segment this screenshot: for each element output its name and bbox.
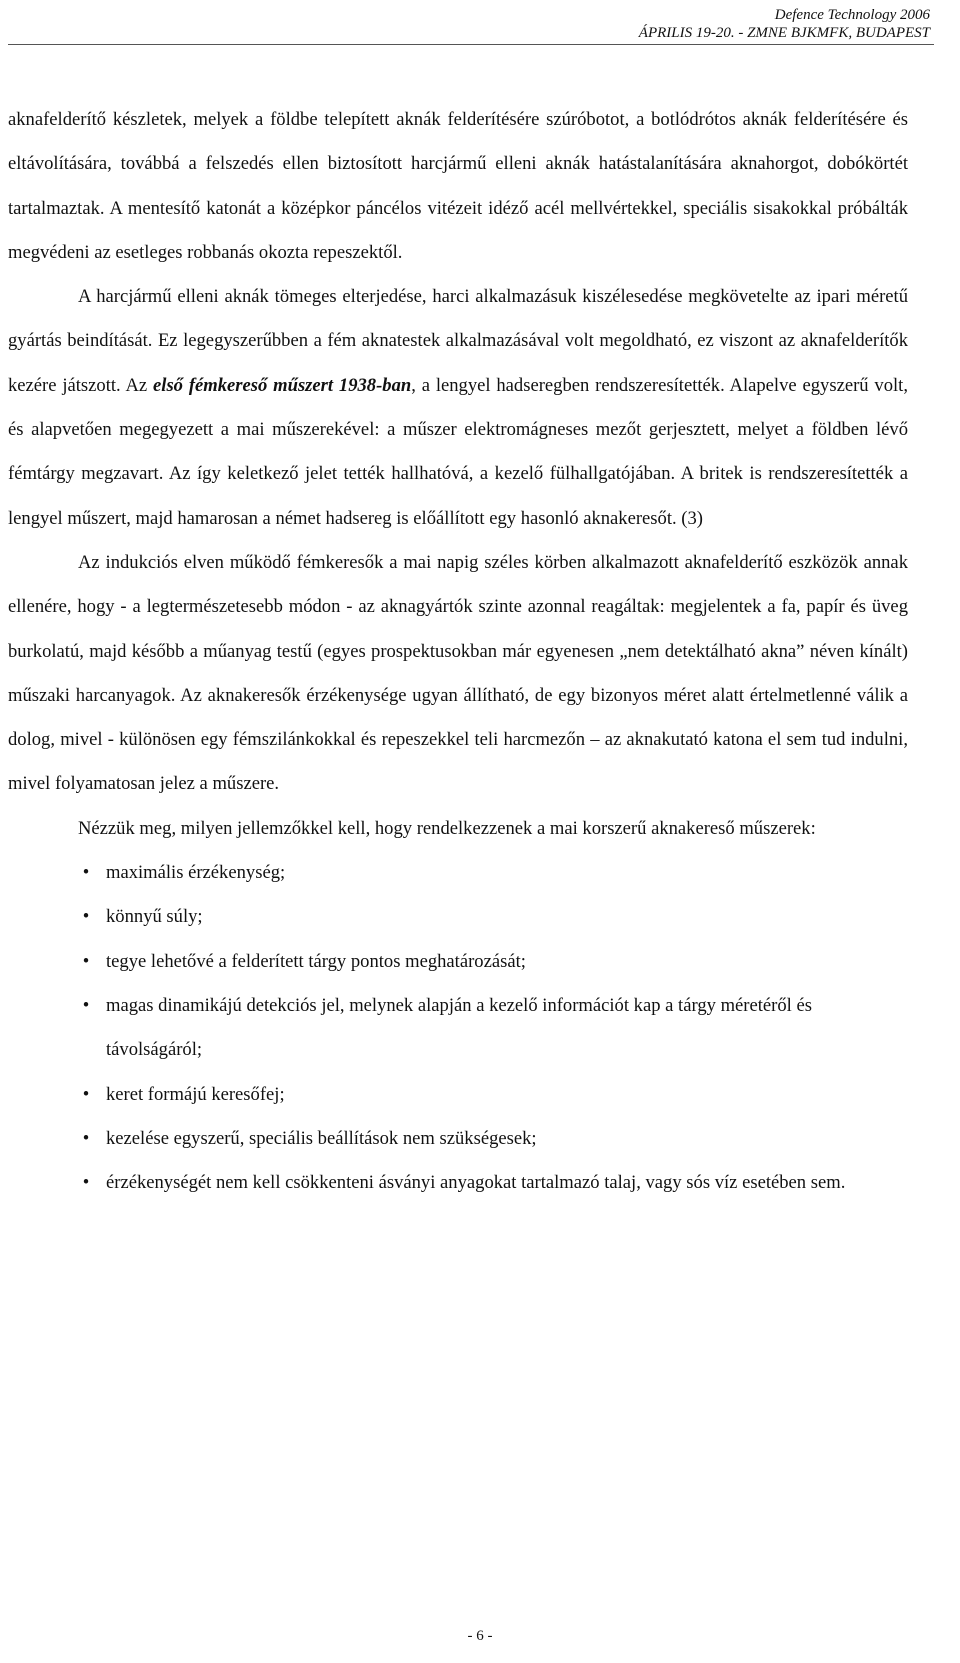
- list-item: [8, 1117, 908, 1161]
- list-item-text: keret formájú keresőfej;: [106, 1083, 285, 1105]
- list-item-text: maximális érzékenység;: [106, 862, 286, 884]
- paragraph-2-end: , a lengyel hadseregben rendszeresítették. Alapelve egyszerű volt, és alapvetően megegyezett a mai műszerekével: a műszer elektromágneses mezőt gerjesztett, melyet a földben lévő fémtárgy megzavart. Az így keletkező jelet tették hallhatóvá, a kezelő fülhallgatójában. A britek is rendszeresítették a lengyel műszert, majd hamarosan a német hadsereg is előállított egy hasonló aknakeresőt. (3): [8, 374, 908, 529]
- paragraph-1: aknafelderítő készletek, melyek a földbe telepített aknák felderítésére szúróbotot, a botlódrótos aknák felderítésére és eltávolítására, továbbá a felszedés ellen biztosított harcjármű elleni aknák hatástalanítására aknahorgot, dobókörtét tartalmaztak. A mentesítő katonát a középkor páncélos vitézeit idéző acél mellvértekkel, speciális sisakokkal próbálták megvédeni az esetleges robbanás okozta repeszektől.: [8, 109, 908, 263]
- list-item-text: könnyű súly;: [106, 906, 203, 928]
- page-header: [639, 6, 930, 42]
- list-item: [8, 1073, 908, 1117]
- bullet-icon: •: [82, 994, 90, 1016]
- page-number: - 6 -: [467, 1628, 493, 1644]
- conference-title: Defence Technology 2006: [774, 7, 930, 23]
- conference-date-location: ÁPRILIS 19-20. - ZMNE BJKMFK, BUDAPEST: [638, 25, 930, 41]
- list-item: [8, 984, 908, 1073]
- list-item: [8, 895, 908, 939]
- bullet-icon: •: [82, 950, 90, 972]
- list-item-text: tegye lehetővé a felderített tárgy pontos meghatározását;: [106, 950, 526, 972]
- bullet-icon: •: [82, 906, 90, 928]
- paragraph-3: Az indukciós elven működő fémkeresők a mai napig széles körben alkalmazott aknafelderítő eszközök annak ellenére, hogy - a legtermészetesebb módon - az aknagyártók szinte azonnal reagáltak: megjelentek a fa, papír és üveg burkolatú, majd később a műanyag testű (egyes prospektusokban már egyenesen „nem detektálható akna” néven kínált) műszaki harcanyagok. Az aknakeresők érzékenysége ugyan állítható, de egy bizonyos méret alatt értelmetlenné válik a dolog, mivel - különösen egy fémszilánkokkal és repeszekkel teli harcmezőn – az aknakutató katona el sem tud indulni, mivel folyamatosan jelez a műszere.: [8, 551, 908, 795]
- paragraph-4: Nézzük meg, milyen jellemzőkkel kell, hogy rendelkezzenek a mai korszerű aknakereső műszerek:: [78, 817, 816, 839]
- list-item-text: magas dinamikájú detekciós jel, melynek alapján a kezelő információt kap a tárgy méretéről és távolságáról;: [106, 994, 812, 1061]
- bullet-icon: •: [82, 1083, 90, 1105]
- document-body: [8, 98, 908, 1205]
- requirements-list: [8, 851, 908, 1205]
- bullet-icon: •: [82, 1172, 90, 1194]
- header-divider: [8, 44, 934, 45]
- emphasis-first-metal-detector: első fémkereső műszert 1938-ban: [153, 374, 412, 396]
- list-item-text: kezelése egyszerű, speciális beállítások nem szükségesek;: [106, 1127, 537, 1149]
- list-item-text: érzékenységét nem kell csökkenteni ásványi anyagokat tartalmazó talaj, vagy sós víz esetében sem.: [106, 1172, 846, 1194]
- list-item: [8, 1161, 908, 1205]
- paragraph-2: [8, 275, 908, 541]
- list-item: [8, 940, 908, 984]
- paragraph-2-start: A harcjármű elleni aknák tömeges elterjedése, harci alkalmazásuk kiszélesedése megkövetelte az ipari méretű gyártás beindítását. Ez legegyszerűbben a fém aknatestek alkalmazásával volt megoldható, ez viszont az aknafelderítők kezére játszott. Az: [8, 286, 908, 396]
- bullet-icon: •: [82, 862, 90, 884]
- list-item: [8, 851, 908, 895]
- bullet-icon: •: [82, 1127, 90, 1149]
